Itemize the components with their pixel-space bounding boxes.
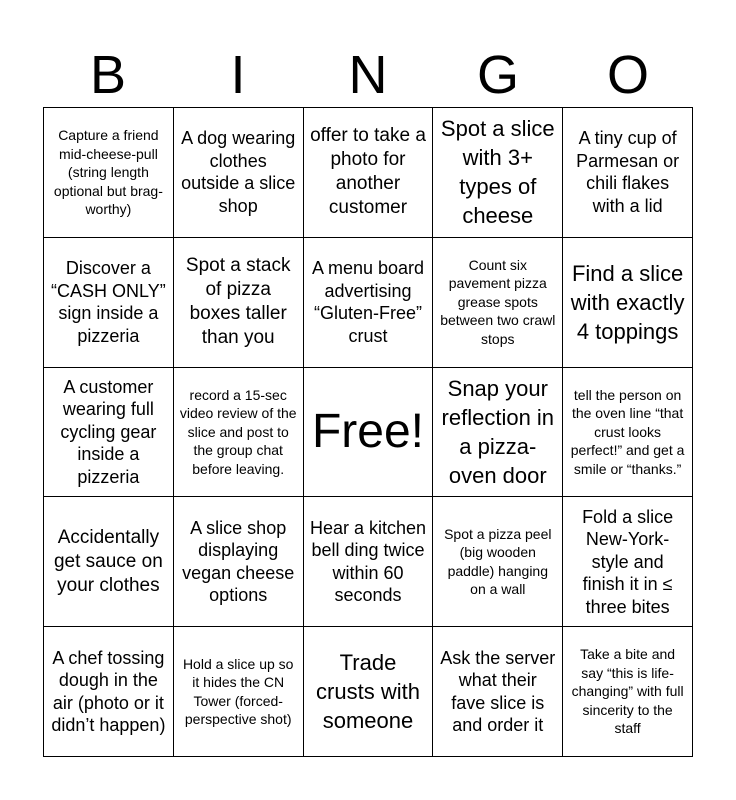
cell-text: Trade crusts with someone bbox=[316, 650, 420, 734]
header-letter-o: O bbox=[606, 45, 649, 105]
bingo-header bbox=[43, 44, 693, 106]
bingo-cell[interactable] bbox=[174, 368, 304, 498]
cell-text: A slice shop displaying vegan cheese options bbox=[182, 517, 295, 606]
cell-text: A tiny cup of Parmesan or chili flakes with a lid bbox=[576, 128, 680, 216]
bingo-cell[interactable] bbox=[174, 108, 304, 238]
cell-text: Spot a pizza peel (big wooden paddle) hanging on a wall bbox=[444, 525, 552, 598]
cell-text: Spot a slice with 3+ types of cheese bbox=[440, 116, 555, 229]
bingo-cell[interactable] bbox=[433, 108, 563, 238]
cell-text: Hear a kitchen bell ding twice within 60 seconds bbox=[309, 517, 427, 606]
cell-text: Capture a friend mid-cheese-pull (string length optional but brag-worthy) bbox=[53, 127, 163, 218]
bingo-grid bbox=[43, 107, 693, 757]
header-letter-n: N bbox=[348, 45, 388, 105]
bingo-cell[interactable] bbox=[174, 238, 304, 368]
bingo-cell[interactable] bbox=[563, 238, 693, 368]
cell-text: Count six pavement pizza grease spots between two crawl stops bbox=[440, 256, 556, 347]
cell-text: A customer wearing full cycling gear inside a pizzeria bbox=[60, 376, 157, 487]
bingo-cell[interactable] bbox=[563, 108, 693, 238]
bingo-cell[interactable] bbox=[304, 497, 434, 627]
bingo-cell[interactable] bbox=[174, 497, 304, 627]
cell-text: Fold a slice New-York-style and finish it in ≤ three bites bbox=[582, 506, 674, 617]
bingo-cell-free[interactable] bbox=[304, 368, 434, 498]
bingo-cell[interactable] bbox=[44, 627, 174, 757]
bingo-cell[interactable] bbox=[433, 497, 563, 627]
cell-text: tell the person on the oven line “that crust looks perfect!” and get a smile or “thanks.” bbox=[570, 386, 685, 477]
header-letter-i: I bbox=[230, 45, 246, 105]
bingo-cell[interactable] bbox=[433, 627, 563, 757]
bingo-cell[interactable] bbox=[174, 627, 304, 757]
cell-text: A chef tossing dough in the air (photo or it didn’t happen) bbox=[51, 647, 166, 736]
cell-text: Hold a slice up so it hides the CN Tower (forced-perspective shot) bbox=[182, 655, 294, 728]
cell-text: Find a slice with exactly 4 toppings bbox=[570, 260, 685, 344]
cell-text: Spot a stack of pizza boxes taller than you bbox=[185, 255, 291, 349]
bingo-cell[interactable] bbox=[433, 368, 563, 498]
bingo-cell[interactable] bbox=[304, 627, 434, 757]
bingo-cell[interactable] bbox=[563, 497, 693, 627]
cell-text: Ask the server what their fave slice is and order it bbox=[440, 647, 556, 736]
cell-text: Take a bite and say “this is life-changing” with full sincerity to the staff bbox=[571, 646, 684, 737]
bingo-cell[interactable] bbox=[44, 368, 174, 498]
cell-text: Accidentally get sauce on your clothes bbox=[53, 526, 163, 596]
cell-text: A dog wearing clothes outside a slice shop bbox=[181, 128, 296, 216]
cell-text: Snap your reflection in a pizza-oven door bbox=[441, 375, 555, 488]
free-space-text: Free! bbox=[311, 404, 424, 458]
bingo-cell[interactable] bbox=[44, 497, 174, 627]
cell-text: A menu board advertising “Gluten-Free” crust bbox=[311, 258, 425, 346]
bingo-cell[interactable] bbox=[44, 238, 174, 368]
bingo-cell[interactable] bbox=[433, 238, 563, 368]
bingo-cell[interactable] bbox=[563, 627, 693, 757]
bingo-cell[interactable] bbox=[563, 368, 693, 498]
header-letter-b: B bbox=[89, 45, 127, 105]
bingo-cell[interactable] bbox=[304, 108, 434, 238]
bingo-cell[interactable] bbox=[304, 238, 434, 368]
header-letter-g: G bbox=[476, 45, 519, 105]
cell-text: Discover a “CASH ONLY” sign inside a pizzeria bbox=[51, 258, 166, 346]
bingo-cell[interactable] bbox=[44, 108, 174, 238]
cell-text: record a 15-sec video review of the slice and post to the group chat before leaving. bbox=[179, 386, 297, 477]
cell-text: offer to take a photo for another customer bbox=[310, 125, 426, 219]
